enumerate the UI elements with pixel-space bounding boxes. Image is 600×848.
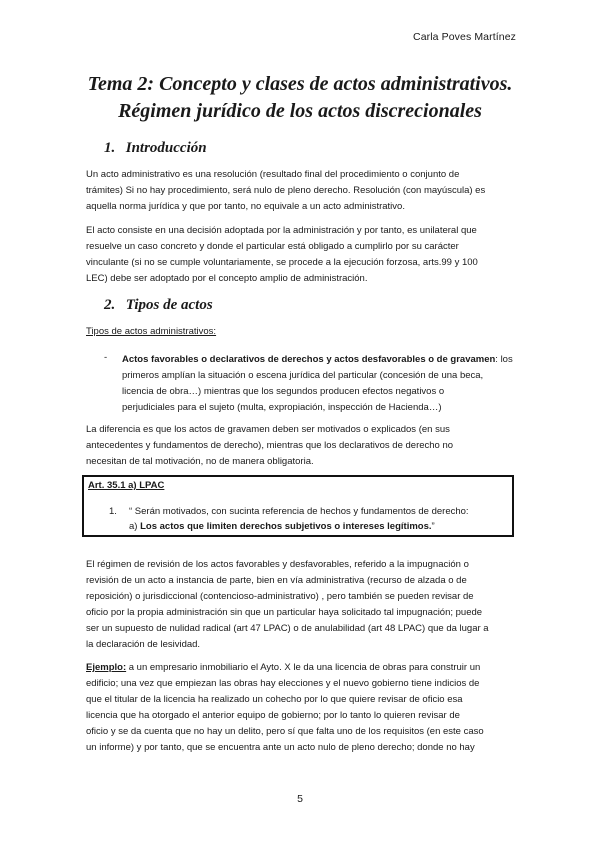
section-2-number: 2. (104, 297, 116, 313)
text-line: la declaración de lesividad. (86, 639, 201, 650)
article-item-number: 1. (109, 506, 117, 517)
text-line: aquella norma jurídica y que por tanto, no equivale a un acto administrativo. (86, 201, 405, 212)
text-line: ser un supuesto de nulidad radical (art 47 LPAC) o de anulabilidad (art 48 LPAC) que da lugar a (86, 623, 489, 634)
text-line: oficio por la propia administración sin que un particular haya solicitado tal impugnación; puede (86, 607, 483, 618)
example-paragraph (86, 660, 518, 756)
text-line: necesitan de tal motivación, no de manera obligatoria. (86, 456, 314, 467)
review-regime-paragraph (86, 557, 518, 653)
text-line (86, 660, 518, 676)
author-header: Carla Poves Martínez (413, 31, 516, 43)
section-1-number: 1. (104, 140, 116, 156)
text-line: La diferencia es que los actos de gravamen deben ser motivados o explicados (en sus (86, 424, 450, 435)
text-line: oficio y se da cuenta que no hay un delito, pero sí que falta uno de los requisitos (en este caso (86, 726, 484, 737)
text-line: licencia de obra…) mientras que los segundos producen efectos negativos o (122, 386, 445, 397)
bullet-line-rest: : los (495, 354, 513, 365)
section-2-title: Tipos de actos (125, 297, 213, 313)
article-reference: Art. 35.1 a) LPAC (88, 480, 165, 491)
text-line: edificio; una vez que empiezan las obras hay elecciones y el nuevo gobierno tiene indicios de (86, 678, 480, 689)
text-line: El acto consiste en una decisión adoptada por la administración y por tanto, es unilateral que (86, 225, 477, 236)
text-line: perjudiciales para el sujeto (multa, expropiación, inspección de Hacienda…) (122, 402, 442, 413)
text-line: Un acto administrativo es una resolución (resultado final del procedimiento o conjunto de (86, 169, 460, 180)
title-line-1: Tema 2: Concepto y clases de actos administrativos. (87, 73, 513, 95)
intro-paragraph-1 (86, 167, 518, 215)
text-line: antecedentes y fundamentos de derecho), mientras que los declarativos de derecho no (86, 440, 454, 451)
bullet-bold-term: Actos favorables o declarativos de derechos y actos desfavorables o de gravamen (122, 354, 496, 365)
text-line: primeros amplían la situación o escena jurídica del particular (concesión de una beca, (122, 370, 484, 381)
quote-prefix: a) (129, 521, 141, 532)
bullet-item (122, 352, 522, 416)
section-1-heading (104, 139, 207, 157)
article-quote-line-2 (129, 521, 435, 532)
title-line-2: Régimen jurídico de los actos discrecionales (118, 100, 482, 122)
example-line-rest: a un empresario inmobiliario el Ayto. X le da una licencia de obras para construir un (126, 662, 481, 673)
text-line: reposición) o jurisdiccional (contencioso-administrativo) , pero también se pueden revisar de (86, 591, 474, 602)
text-line: trámites) Si no hay procedimiento, será nulo de pleno derecho. Resolución (con mayúscula) es (86, 185, 486, 196)
text-line: El régimen de revisión de los actos favorables y desfavorables, referido a la impugnación o (86, 559, 469, 570)
text-line: LEC) debe ser adoptado por el concepto amplio de administración. (86, 273, 368, 284)
page-number: 5 (297, 793, 303, 805)
text-line: que el titular de la licencia ha realizado un cohecho por lo que quiere revisar de oficio esa (86, 694, 463, 705)
section-1-title: Introducción (125, 140, 207, 156)
quote-bold: Los actos que limiten derechos subjetivos o intereses legítimos. (140, 521, 432, 532)
article-quote-box (82, 475, 514, 537)
text-line: licencia que ha otorgado el anterior equipo de gobierno; por lo tanto lo quieren revisar de (86, 710, 460, 721)
section-2-heading (104, 296, 213, 314)
text-line: un informe) y por tanto, que se encuentra ante un acto nulo de pleno derecho; donde no hay (86, 742, 475, 753)
text-line (122, 352, 522, 368)
intro-paragraph-2 (86, 223, 518, 287)
text-line: vinculante (si no se cumple voluntariamente, se procede a la ejecución forzosa, arts.99 y 100 (86, 257, 478, 268)
difference-paragraph (86, 422, 518, 470)
types-subheading: Tipos de actos administrativos: (86, 326, 217, 337)
example-label: Ejemplo: (86, 662, 127, 673)
text-line: revisión de un acto a instancia de parte, bien en vía administrativa (recurso de alzada o de (86, 575, 467, 586)
quote-suffix: ” (431, 521, 435, 532)
article-quote-line-1: “ Serán motivados, con sucinta referencia de hechos y fundamentos de derecho: (129, 506, 469, 517)
bullet-dash: - (104, 352, 108, 363)
text-line: resuelve un caso concreto y donde el particular está obligado a cumplirlo por su carácter (86, 241, 459, 252)
